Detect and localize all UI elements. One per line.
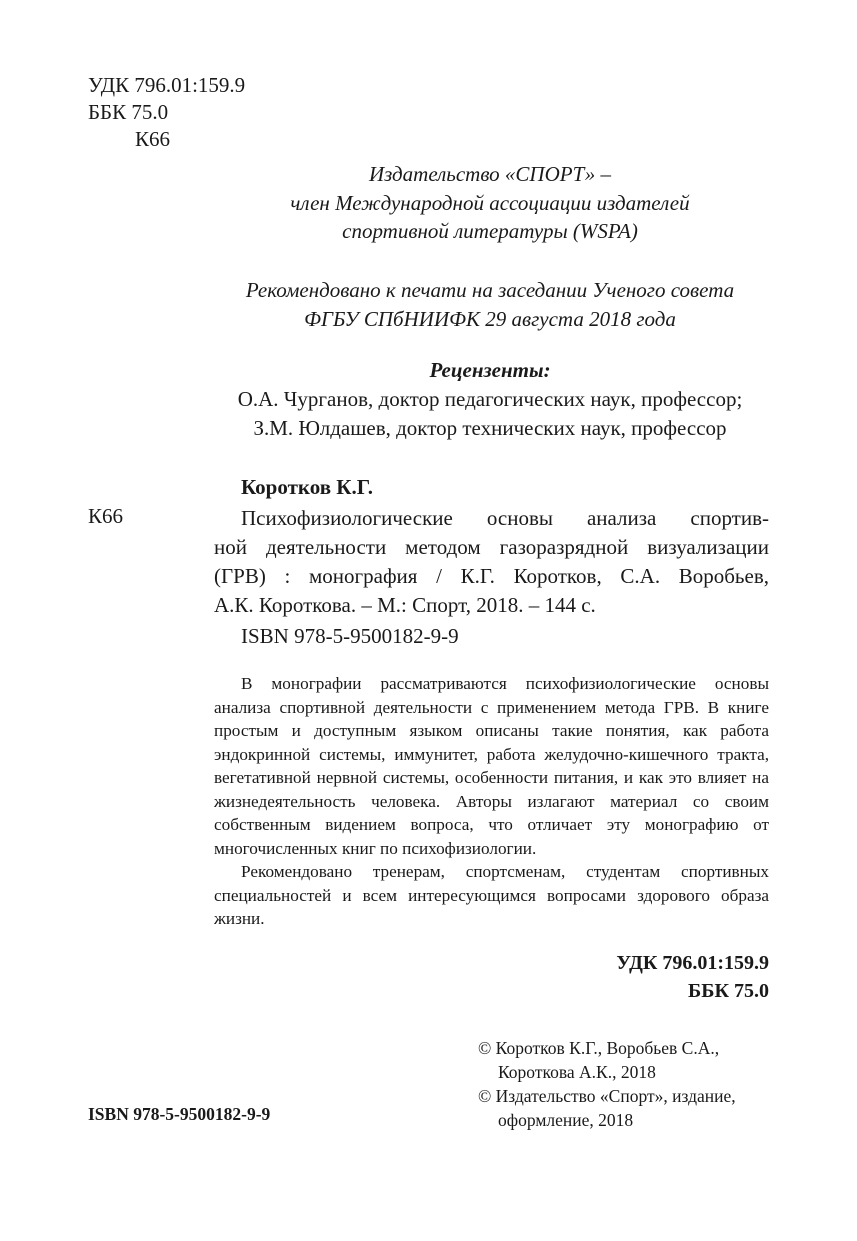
copyright-block xyxy=(478,1036,736,1132)
classification-block xyxy=(88,72,245,153)
description-line: Психофизиологические основы анализа спортив- xyxy=(241,506,769,530)
copyright-line: © Коротков К.Г., Воробьев С.А., xyxy=(478,1038,720,1058)
bottom-classification xyxy=(560,949,769,1005)
recommendation-line-1: Рекомендовано к печати на заседании Ученого совета xyxy=(245,278,735,302)
bottom-bbk: ББК 75.0 xyxy=(688,980,769,1002)
description-line: А.К. Короткова. – М.: Спорт, 2018. – 144 с. xyxy=(214,593,596,617)
description-line: ной деятельности методом газоразрядной визуализации xyxy=(214,535,769,559)
reviewer-item: З.М. Юлдашев, доктор технических наук, профессор xyxy=(253,416,727,440)
reviewers-block xyxy=(180,356,800,443)
catalog-isbn: ISBN 978-5-9500182-9-9 xyxy=(241,624,459,648)
annotation-paragraph: В монографии рассматриваются психофизиологические основы анализа спортивной деятельности с применением метода ГРВ. В книге простым и доступным языком описаны такие понятия, как работа эндокринной системы, иммунитет, работа желудочно-кишечного тракта, вегетативной нервной системы, особенности питания, и как это влияет на жизнедеятельность человека. Авторы излагают материал со своим собственным видением вопроса, что отличает эту монографию от многочисленных книг по психофизиологии. xyxy=(214,674,769,858)
annotation xyxy=(214,672,769,931)
recommendation-line-2: ФГБУ СПбНИИФК 29 августа 2018 года xyxy=(304,306,676,331)
author-code: К66 xyxy=(135,127,171,151)
publisher-line-3: спортивной литературы (WSPA) xyxy=(342,219,638,243)
description-line: (ГРВ) : монография / К.Г. Коротков, С.А. Воробьев, xyxy=(214,564,769,588)
udk-code: УДК 796.01:159.9 xyxy=(88,73,246,97)
bottom-udk: УДК 796.01:159.9 xyxy=(616,952,769,974)
publisher-note xyxy=(180,160,800,246)
reviewer-item: О.А. Чурганов, доктор педагогических наук, профессор; xyxy=(237,387,743,411)
copyright-line: © Издательство «Спорт», издание, xyxy=(478,1086,736,1106)
bbk-code: ББК 75.0 xyxy=(88,100,169,124)
isbn-bottom: ISBN 978-5-9500182-9-9 xyxy=(88,1104,271,1124)
publisher-line-1: Издательство «СПОРТ» – xyxy=(368,162,612,186)
copyright-line: Короткова А.К., 2018 xyxy=(498,1062,656,1082)
publisher-line-2: член Международной ассоциации издателей xyxy=(290,190,690,215)
recommendation-note xyxy=(180,276,800,333)
copyright-line: оформление, 2018 xyxy=(498,1110,634,1130)
catalog-code: К66 xyxy=(88,504,124,528)
catalog-description xyxy=(214,504,769,620)
reviewers-title: Рецензенты: xyxy=(429,358,551,382)
annotation-paragraph: Рекомендовано тренерам, спортсменам, студентам спортивных специальностей и всем интересующимся вопросами здорового образа жизни. xyxy=(214,862,769,928)
catalog-author: Коротков К.Г. xyxy=(241,475,374,499)
